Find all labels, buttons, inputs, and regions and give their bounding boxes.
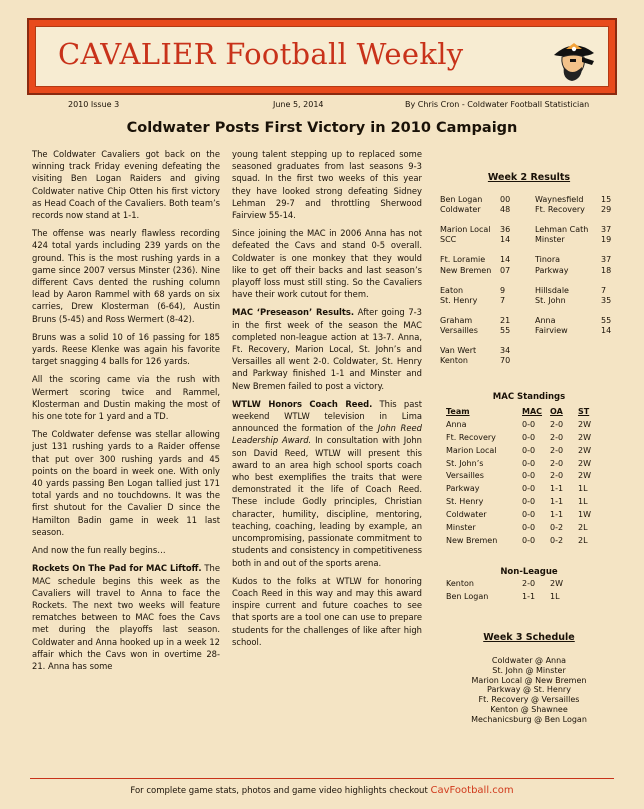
paragraph (32, 562, 220, 672)
paragraph: The Coldwater Cavaliers got back on the winning track Friday evening defeating the visiting Ben Logan Raiders and giving Coldwater native Chip Otten his first victory as Head Coach of the Cavaliers. Both team’s records now stand at 1-1. (32, 149, 220, 221)
game-result (440, 195, 535, 215)
team-name: SCC (440, 235, 457, 245)
award-name: John Reed Leadership Award. (232, 423, 422, 446)
team-score: 14 (601, 326, 612, 336)
team-score-line (440, 255, 535, 265)
table-cell: 0-0 (522, 535, 536, 545)
schedule-game: Ft. Recovery @ Versailles (478, 695, 580, 705)
team-score: 7 (601, 285, 607, 295)
paragraph-body: The MAC schedule begins this week as the Cavaliers will travel to Anna to face the Rockets. The next two weeks will feature rematches between to MAC foes the Cavs met during the playoffs last season. Coldwater and Anna hooked up in a week 12 affair which the Cavs won in overtime 28-21. Anna has some (32, 563, 220, 671)
team-score-line (440, 286, 535, 296)
game-result (440, 286, 535, 306)
team-name: Ben Logan (440, 195, 483, 204)
team-name: Waynesfield (535, 195, 584, 204)
team-name: Tinora (535, 255, 561, 265)
team-score-line (440, 326, 535, 336)
game-result (535, 195, 630, 215)
article-headline: Coldwater Posts First Victory in 2010 Campaign (126, 120, 518, 136)
team-score: 7 (500, 295, 506, 305)
table-cell: 2-0 (522, 578, 536, 588)
week2-title-text: Week 2 Results (487, 172, 571, 183)
paragraph: young talent stepping up to replaced some seasoned graduates from last seasons 9-3 squad. In the first two weeks of this year they have looked strong defeating Sidney Lehman 29-7 and throttling Sherwood Fairview 55-14. (232, 149, 422, 221)
table-cell: St. John’s (446, 458, 484, 468)
table-cell: 1-1 (550, 484, 564, 494)
team-score: 70 (500, 356, 511, 366)
table-cell: 0-2 (550, 522, 564, 532)
paragraph: The Coldwater defense was stellar allowing just 131 rushing yards to a Raider offense that put over 300 rushing yards and 45 points on the board in week one. With only 40 yards passing Ben Logan tallied just 171 total yards and no touchdowns. It was the first shutout for the Cavalier D since the Hamilton Badin game in week 11 last season. (32, 429, 220, 537)
schedule-game: St. John @ Minster (492, 665, 566, 675)
table-cell: 1-1 (522, 591, 536, 601)
paragraph (232, 306, 422, 391)
standings-header-row (446, 405, 598, 418)
team-name: Ft. Recovery (535, 205, 585, 215)
game-result (440, 316, 535, 336)
schedule-game: Kenton @ Shawnee (490, 704, 568, 714)
standings-table-wrap (446, 405, 598, 547)
game-pair (440, 225, 630, 245)
team-score: 14 (500, 235, 511, 245)
team-score-line (440, 356, 535, 366)
team-score: 18 (601, 265, 612, 275)
table-cell: 2W (578, 458, 591, 468)
game-pair (440, 195, 630, 215)
table-cell: Kenton (446, 578, 474, 588)
game-result (440, 255, 535, 275)
table-cell: 0-0 (522, 471, 536, 481)
team-score: 35 (601, 295, 612, 305)
game-result (440, 225, 535, 245)
table-cell: 1-1 (550, 510, 564, 520)
game-result (535, 255, 630, 275)
table-cell: Ben Logan (446, 591, 489, 601)
table-row (446, 534, 598, 547)
nonleague-title: Non-League (500, 567, 558, 577)
game-result (535, 286, 630, 306)
team-name: Kenton (440, 356, 468, 366)
game-result (535, 225, 630, 245)
team-score-line (535, 255, 630, 265)
team-score-line (535, 316, 630, 326)
table-cell: New Bremen (446, 535, 498, 545)
table-cell: Parkway (446, 484, 480, 494)
standings-table (446, 405, 598, 547)
team-score-line (440, 225, 535, 235)
table-cell: 0-0 (522, 522, 536, 532)
team-score: 37 (601, 255, 612, 265)
table-cell: 1W (578, 510, 591, 520)
team-name: St. Henry (440, 295, 478, 305)
table-cell: 2W (578, 471, 591, 481)
team-name: New Bremen (440, 265, 492, 275)
team-score-line (535, 205, 630, 215)
team-name: Hillsdale (535, 285, 569, 295)
game-pair (440, 346, 630, 366)
paragraph-body: After going 7-3 in the first week of the season the MAC completed non-league action at 13-7. Anna, Ft. Recovery, Marion Local, St. John’s and Versailles all went 2-0. Coldwater, St. Henry and Parkway finished 1-1 and Minster and New Bremen failed to post a victory. (232, 307, 422, 391)
team-score: 9 (500, 285, 506, 295)
column-header: Team (446, 406, 470, 416)
team-score: 55 (500, 326, 511, 336)
game-pair (440, 255, 630, 275)
paragraph-lead: MAC ‘Preseason’ Results. (232, 307, 355, 318)
week2-results (440, 195, 630, 376)
team-name: Fairview (535, 326, 568, 336)
masthead-title: CAVALIER Football Weekly (58, 37, 464, 71)
table-row (446, 418, 598, 431)
footer-divider (30, 778, 614, 779)
week3-title: Week 3 Schedule (483, 632, 575, 643)
team-score-line (535, 195, 630, 205)
table-cell: 0-0 (522, 484, 536, 494)
table-cell: 0-0 (522, 419, 536, 429)
issue-number: 2010 Issue 3 (68, 100, 120, 109)
table-row (446, 431, 598, 444)
table-cell: Minster (446, 522, 476, 532)
week3-schedule (434, 656, 624, 725)
team-name: Graham (440, 315, 473, 325)
table-row (446, 482, 598, 495)
paragraph-body: This past weekend WTLW television in Lima announced the formation of the (232, 398, 422, 434)
team-score: 36 (500, 225, 511, 235)
team-score: 34 (500, 346, 511, 356)
paragraph-body: In consultation with John son David Reed, WTLW will present this award to an area high school sports coach who best exemplifies the traits that were demonstrated it the life of Coach Reed. These include Godly principles, Christian character, humility, discipline, mentoring, teaching, coaching, leading by example, an uncompromising, passionate commitment to students and consistency in competitiveness both in and out of the sports arena. (232, 435, 422, 568)
column-header: MAC (522, 406, 543, 416)
team-score: 48 (500, 205, 511, 215)
table-cell: 0-2 (550, 535, 564, 545)
table-cell: 2-0 (550, 458, 564, 468)
column-header: ST (578, 406, 590, 416)
game-pair (440, 316, 630, 336)
game-result (535, 316, 630, 336)
paragraph: Since joining the MAC in 2006 Anna has not defeated the Cavs and stand 0-5 overall. Coldwater is one monkey that they would like to get off their backs and last season’s playoff loss must still sting. So the Cavaliers have their work cutout for them. (232, 228, 422, 300)
team-score-line (535, 266, 630, 276)
nonleague-table (446, 577, 578, 603)
table-cell: Ft. Recovery (446, 432, 496, 442)
team-name: Coldwater (440, 205, 481, 215)
standings-title: MAC Standings (492, 392, 566, 402)
team-name: St. John (535, 295, 566, 305)
table-cell: 2-0 (550, 471, 564, 481)
team-name: Ft. Loramie (440, 255, 486, 265)
paragraph: And now the fun really begins… (32, 545, 166, 556)
paragraph: Bruns was a solid 10 of 16 passing for 185 yards. Reese Klenke was again his favorite target snagging 4 balls for 126 yards. (32, 331, 220, 367)
team-score-line (535, 286, 630, 296)
paragraph: The offense was nearly flawless recording 424 total yards including 239 yards on the ground. This is the most rushing yards in a game since 2007 versus Minster (236). Nine different Cavs dented the rushing column lead by Aaron Rammel with 68 yards on six carries, Drew Klosterman (6-64), Austin Bruns (5-45) and Ross Wermert (8-42). (32, 228, 220, 324)
table-cell: 1L (578, 497, 588, 507)
column-header: OA (550, 406, 563, 416)
team-score: 29 (601, 205, 612, 215)
table-cell: 2W (550, 578, 563, 588)
week2-title (434, 172, 624, 183)
team-name: Eaton (440, 285, 464, 295)
table-cell: Coldwater (446, 510, 487, 520)
team-score: 07 (500, 265, 511, 275)
table-cell: 0-0 (522, 445, 536, 455)
paragraph: All the scoring came via the rush with Wermert scoring twice and Rammel, Klosterman and Dustin making the most of his one tote for 1 yard and a TD. (32, 374, 220, 422)
team-name: Marion Local (440, 225, 491, 235)
team-score-line (440, 205, 535, 215)
team-name: Minster (535, 235, 565, 245)
standings-section (434, 392, 624, 402)
table-cell: 2-0 (550, 445, 564, 455)
paragraph: Kudos to the folks at WTLW for honoring Coach Reed in this way and may this award inspire current and future coaches to see that sports are a tool one can use to prepare students for the challenges of like after high school. (232, 575, 422, 647)
footer (0, 785, 644, 796)
schedule-game: Marion Local @ New Bremen (471, 675, 587, 685)
team-score: 21 (500, 315, 511, 325)
paragraph-lead: Rockets On The Pad for MAC Liftoff. (32, 563, 202, 574)
masthead-inner (35, 26, 609, 87)
game-result (535, 346, 630, 366)
table-row (446, 457, 598, 470)
schedule-game: Parkway @ St. Henry (487, 685, 571, 695)
team-score: 14 (500, 255, 511, 265)
table-cell: Versailles (446, 471, 484, 481)
team-score-line (440, 235, 535, 245)
table-cell: 2-0 (550, 419, 564, 429)
table-cell: 2L (578, 522, 588, 532)
table-cell: St. Henry (446, 497, 484, 507)
team-name: Van Wert (440, 346, 477, 356)
table-row (446, 469, 598, 482)
team-name: Anna (535, 315, 556, 325)
team-score-line (440, 316, 535, 326)
footer-text: For complete game stats, photos and game video highlights checkout (130, 786, 431, 796)
table-row (446, 577, 578, 590)
schedule-game: Mechanicsburg @ Ben Logan (471, 714, 587, 724)
table-row (446, 521, 598, 534)
schedule-game: Coldwater @ Anna (491, 656, 567, 665)
table-cell: 2W (578, 419, 591, 429)
paragraph (232, 398, 422, 569)
week3-section (434, 632, 624, 643)
table-cell: 2-0 (550, 432, 564, 442)
issue-date: June 5, 2014 (273, 100, 324, 109)
table-cell: 2W (578, 432, 591, 442)
game-pair (440, 286, 630, 306)
table-cell: Marion Local (446, 445, 497, 455)
table-cell: 0-0 (522, 458, 536, 468)
team-score: 55 (601, 315, 612, 325)
nonleague-section (434, 567, 624, 577)
table-row (446, 508, 598, 521)
team-score-line (440, 266, 535, 276)
team-score-line (535, 326, 630, 336)
paragraph-lead: WTLW Honors Coach Reed. (232, 398, 373, 409)
team-score-line (440, 346, 535, 356)
table-row (446, 590, 578, 603)
game-result (440, 346, 535, 366)
article-column-2 (232, 148, 422, 654)
team-name: Versailles (440, 326, 478, 336)
team-score: 15 (601, 195, 612, 204)
table-row (446, 444, 598, 457)
team-name: Parkway (535, 265, 569, 275)
table-cell: 0-0 (522, 497, 536, 507)
table-cell: 1L (578, 484, 588, 494)
table-cell: Anna (446, 419, 467, 429)
team-score-line (535, 225, 630, 235)
pirate-logo-icon (548, 31, 600, 83)
article-column-1 (32, 148, 220, 678)
byline: By Chris Cron - Coldwater Football Statistician (405, 100, 590, 109)
table-cell: 0-0 (522, 510, 536, 520)
team-name: Lehman Cath (535, 225, 589, 235)
team-score: 37 (601, 225, 612, 235)
table-row (446, 495, 598, 508)
nonleague-table-wrap (446, 577, 578, 603)
table-cell: 2W (578, 445, 591, 455)
footer-link[interactable]: CavFootball.com (430, 785, 514, 796)
team-score: 00 (500, 195, 511, 204)
team-score-line (440, 195, 535, 205)
team-score: 19 (601, 235, 612, 245)
team-score-line (535, 235, 630, 245)
table-cell: 2L (578, 535, 588, 545)
table-cell: 1L (550, 591, 560, 601)
table-cell: 1-1 (550, 497, 564, 507)
team-score-line (535, 296, 630, 306)
masthead-banner (27, 18, 617, 95)
team-score-line (440, 296, 535, 306)
table-cell: 0-0 (522, 432, 536, 442)
